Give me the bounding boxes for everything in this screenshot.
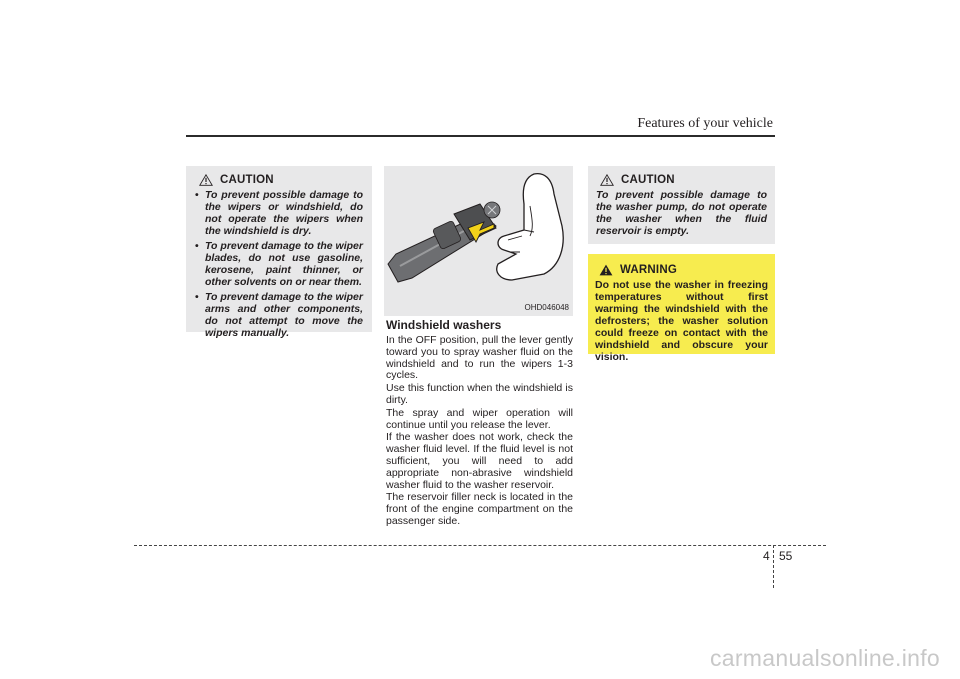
caution-item: • To prevent possible damage to the wipers or windshield, do not operate the wipers when the windshield is dry.: [195, 189, 363, 237]
windshield-washers-title: Windshield washers: [386, 318, 502, 332]
watermark: carmanualsonline.info: [709, 645, 940, 671]
caution-header: [596, 174, 767, 186]
header-rule: [186, 135, 775, 137]
hand-pulling-lever-image: [384, 166, 573, 316]
paragraph: The reservoir filler neck is located in the front of the engine compartment on the passenger side.: [386, 491, 573, 527]
caution-box-left: [186, 166, 372, 339]
main-text-column: [386, 318, 573, 529]
caution-triangle-icon: [199, 174, 213, 186]
caution-list: [195, 189, 363, 339]
caution-triangle-icon: [600, 174, 614, 186]
footer-divider: [773, 545, 774, 588]
warning-triangle-icon: [599, 264, 613, 276]
paragraph: Use this function when the windshield is dirty.: [386, 382, 573, 406]
warning-box: [588, 254, 775, 363]
warning-heading: WARNING: [620, 264, 677, 276]
warning-text: Do not use the washer in freezing temperatures without first warming the windshield with the defrosters; the washer solution could freeze on contact with the windshield and obscure your vision.: [595, 279, 768, 363]
page-number: 55: [779, 549, 793, 563]
paragraph: The spray and wiper operation will continue until you release the lever.: [386, 406, 573, 431]
footer-rule: [134, 545, 826, 546]
caution-item-text: To prevent damage to the wiper arms and other components, do not attempt to move the wipers manually.: [205, 291, 363, 339]
illustration-code: OHD046048: [524, 303, 569, 312]
paragraph: If the washer does not work, check the washer fluid level. If the fluid level is not sufficient, you will need to add appropriate non-abrasive windshield washer fluid to the washer reservoir.: [386, 431, 573, 491]
chapter-number: 4: [763, 549, 770, 563]
paragraph: In the OFF position, pull the lever gently toward you to spray washer fluid on the windshield and to run the wipers 1-3 cycles.: [386, 334, 573, 382]
caution-heading: CAUTION: [621, 174, 675, 186]
caution-box-right: [588, 166, 775, 244]
wiper-lever-illustration: [384, 166, 573, 316]
caution-text: To prevent possible damage to the washer pump, do not operate the washer when the fluid reservoir is empty.: [596, 189, 767, 237]
caution-header: [195, 174, 363, 186]
section-title: Features of your vehicle: [637, 116, 773, 131]
caution-item: • To prevent damage to the wiper blades, do not use gasoline, kerosene, paint thinner, or other solvents on or near them.: [195, 240, 363, 288]
caution-item-text: To prevent possible damage to the wipers or windshield, do not operate the wipers when the windshield is dry.: [205, 189, 363, 237]
warning-header: [595, 264, 768, 276]
caution-item-text: To prevent damage to the wiper blades, do not use gasoline, kerosene, paint thinner, or other solvents on or near them.: [205, 240, 363, 288]
caution-item: • To prevent damage to the wiper arms and other components, do not attempt to move the wipers manually.: [195, 291, 363, 339]
caution-heading: CAUTION: [220, 174, 274, 186]
